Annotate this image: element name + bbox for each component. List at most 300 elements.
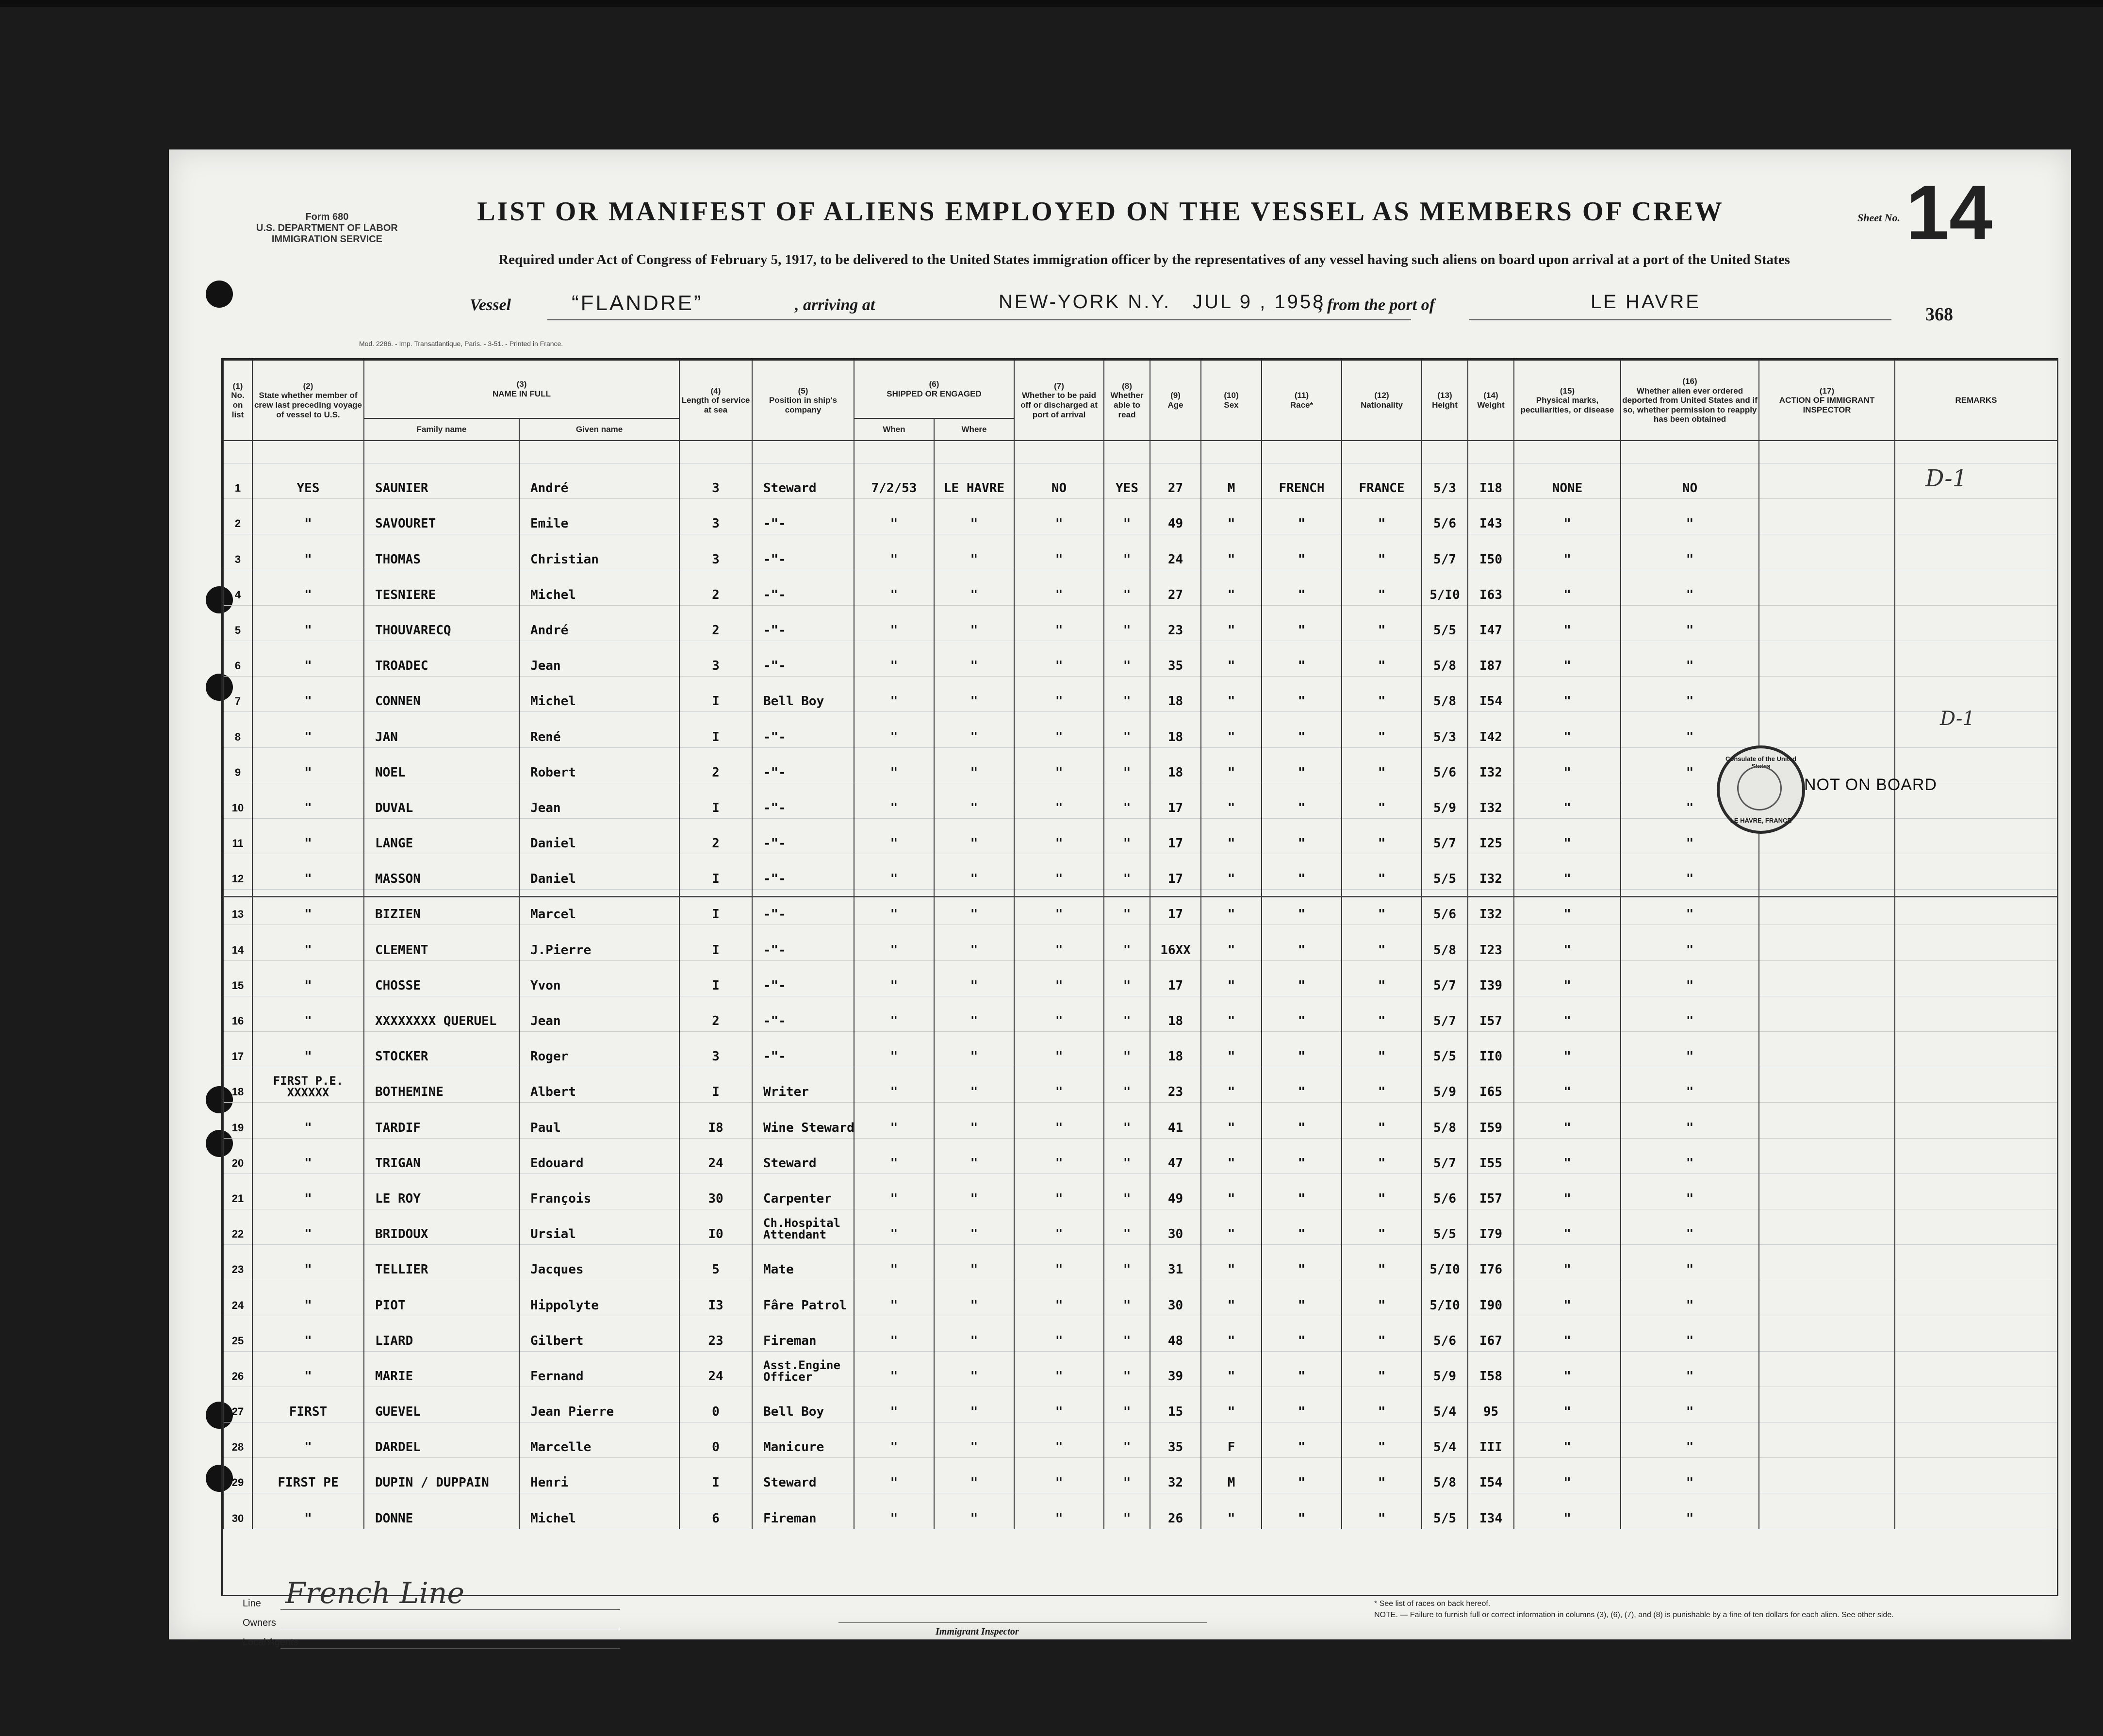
service-length-cell: I [679,783,752,818]
able-to-read-cell: " [1104,747,1150,783]
sex-cell: " [1201,499,1262,534]
service-length-cell: 0 [679,1387,752,1422]
position-cell: -"- [752,534,854,570]
row-number-cell: 22 [223,1209,252,1244]
height-cell: 5/6 [1422,1316,1468,1351]
able-to-read-cell: " [1104,1138,1150,1174]
able-to-read-cell: " [1104,1280,1150,1316]
family-name-cell: CHOSSE [364,960,519,996]
position-cell: -"- [752,641,854,676]
shipped-where-cell: " [934,1493,1014,1529]
weight-cell: I50 [1468,534,1514,570]
weight-cell: I23 [1468,925,1514,960]
age-cell: 15 [1150,1387,1201,1422]
table-row [223,925,2057,960]
physical-marks-cell: " [1514,534,1621,570]
last-voyage-cell: " [252,570,364,605]
remarks-cell [1895,854,2057,890]
weight-cell: I65 [1468,1067,1514,1103]
shipped-when-cell: " [854,1138,934,1174]
position-cell: Steward [752,463,854,499]
remarks-cell [1895,1422,2057,1458]
paid-off-cell: " [1014,712,1104,747]
sex-cell: " [1201,712,1262,747]
service-length-cell: I [679,712,752,747]
family-name-cell: DONNE [364,1493,519,1529]
family-name-cell: BRIDOUX [364,1209,519,1244]
sex-cell: " [1201,818,1262,854]
height-cell: 5/5 [1422,854,1468,890]
shipped-where-cell: " [934,1245,1014,1280]
row-number-cell: 17 [223,1032,252,1067]
physical-marks-cell: " [1514,605,1621,641]
table-row [223,1458,2057,1493]
nationality-cell: FRANCE [1342,463,1422,499]
arriving-port: NEW-YORK N.Y. [999,291,1171,313]
position-cell: Mate [752,1245,854,1280]
row-number-cell: 18 [223,1067,252,1103]
position-cell: -"- [752,499,854,534]
service-length-cell: I [679,960,752,996]
row-number-cell: 25 [223,1316,252,1351]
able-to-read-cell: " [1104,1493,1150,1529]
race-cell: " [1262,1316,1342,1351]
shipped-when-cell: " [854,1280,934,1316]
service-length-cell: 2 [679,818,752,854]
shipped-when-cell: " [854,641,934,676]
height-cell: 5/7 [1422,960,1468,996]
able-to-read-cell: " [1104,1422,1150,1458]
deported-cell: " [1621,1032,1759,1067]
row-number-cell: 29 [223,1458,252,1493]
nationality-cell: " [1342,1209,1422,1244]
family-name-cell: DUVAL [364,783,519,818]
position-cell: -"- [752,747,854,783]
row-number-cell: 23 [223,1245,252,1280]
weight-cell: I76 [1468,1245,1514,1280]
race-cell: " [1262,570,1342,605]
physical-marks-cell: " [1514,1422,1621,1458]
nationality-cell: " [1342,499,1422,534]
action-cell [1759,605,1895,641]
last-voyage-cell: " [252,1316,364,1351]
action-cell [1759,1209,1895,1244]
table-row [223,854,2057,890]
shipped-when-cell: " [854,1174,934,1209]
height-cell: 5/9 [1422,1351,1468,1387]
last-voyage-cell: " [252,641,364,676]
deported-cell: " [1621,1103,1759,1138]
action-cell [1759,677,1895,712]
race-cell: " [1262,747,1342,783]
sex-cell: " [1201,925,1262,960]
service-length-cell: 5 [679,1245,752,1280]
service-length-cell: 2 [679,747,752,783]
shipped-when-cell: " [854,1067,934,1103]
last-voyage-cell: " [252,712,364,747]
given-name-cell: René [519,712,679,747]
vessel-label: Vessel [470,296,511,314]
given-name-cell: Emile [519,499,679,534]
paid-off-cell: " [1014,1032,1104,1067]
physical-marks-cell: " [1514,712,1621,747]
service-length-cell: 3 [679,534,752,570]
service-length-cell: I8 [679,1103,752,1138]
able-to-read-cell: " [1104,570,1150,605]
family-name-cell: JAN [364,712,519,747]
given-name-cell: Michel [519,570,679,605]
nationality-cell: " [1342,1493,1422,1529]
shipped-where-cell: " [934,925,1014,960]
age-cell: 26 [1150,1493,1201,1529]
weight-cell: 95 [1468,1387,1514,1422]
service-length-cell: 3 [679,499,752,534]
last-voyage-cell: FIRST PE [252,1458,364,1493]
last-voyage-cell: " [252,1422,364,1458]
height-cell: 5/4 [1422,1387,1468,1422]
given-name-cell: Gilbert [519,1316,679,1351]
able-to-read-cell: " [1104,890,1150,925]
height-cell: 5/7 [1422,1138,1468,1174]
position-cell: Writer [752,1067,854,1103]
position-cell: Carpenter [752,1174,854,1209]
position-cell: -"- [752,925,854,960]
service-length-cell: 3 [679,641,752,676]
physical-marks-cell: " [1514,1103,1621,1138]
nationality-cell: " [1342,747,1422,783]
shipped-when-cell: " [854,818,934,854]
action-cell [1759,570,1895,605]
remarks-cell [1895,499,2057,534]
height-cell: 5/I0 [1422,1280,1468,1316]
shipped-where-cell: " [934,1067,1014,1103]
from-port: LE HAVRE [1591,291,1701,313]
row-number-cell: 21 [223,1174,252,1209]
service-length-cell: 0 [679,1422,752,1458]
height-cell: 5/8 [1422,641,1468,676]
shipped-where-cell: " [934,1458,1014,1493]
nationality-cell: " [1342,1458,1422,1493]
able-to-read-cell: " [1104,712,1150,747]
weight-cell: II0 [1468,1032,1514,1067]
paid-off-cell: " [1014,890,1104,925]
col-physical-header: (15) Physical marks, peculiarities, or disease [1514,360,1621,441]
race-cell: " [1262,1067,1342,1103]
table-row [223,605,2057,641]
page-code: 368 [1925,304,1953,325]
shipped-when-cell: 7/2/53 [854,463,934,499]
position-cell: Fireman [752,1316,854,1351]
sex-cell: " [1201,747,1262,783]
position-cell: Fâre Patrol [752,1280,854,1316]
race-cell: " [1262,854,1342,890]
deported-cell: " [1621,1138,1759,1174]
col-age-header: (9) Age [1150,360,1201,441]
remarks-cell [1895,1174,2057,1209]
race-cell: FRENCH [1262,463,1342,499]
paid-off-cell: " [1014,1280,1104,1316]
race-cell: " [1262,1103,1342,1138]
table-row [223,463,2057,499]
given-name-cell: François [519,1174,679,1209]
age-cell: 41 [1150,1103,1201,1138]
sex-cell: " [1201,890,1262,925]
physical-marks-cell: " [1514,1493,1621,1529]
table-row [223,1245,2057,1280]
crew-manifest-table [221,358,2058,1596]
deported-cell: " [1621,960,1759,996]
arrival-date: JUL 9 , 1958 [1193,291,1326,313]
age-cell: 39 [1150,1351,1201,1387]
height-cell: 5/I0 [1422,570,1468,605]
physical-marks-cell: " [1514,1458,1621,1493]
given-name-cell: Daniel [519,818,679,854]
printer-line: Mod. 2286. - Imp. Transatlantique, Paris. - 3-51. - Printed in France. [359,340,563,347]
weight-cell: I34 [1468,1493,1514,1529]
shipped-where-cell: " [934,677,1014,712]
paid-off-cell: " [1014,499,1104,534]
height-cell: 5/8 [1422,1103,1468,1138]
remarks-cell [1895,1032,2057,1067]
remarks-cell [1895,534,2057,570]
table-row [223,890,2057,925]
sex-cell: " [1201,783,1262,818]
physical-marks-cell: " [1514,1245,1621,1280]
given-name-cell: Michel [519,1493,679,1529]
physical-marks-cell: NONE [1514,463,1621,499]
nationality-cell: " [1342,890,1422,925]
given-name-cell: Robert [519,747,679,783]
col-family-name-header: Family name [364,418,519,441]
shipped-when-cell: " [854,570,934,605]
table-row [223,1387,2057,1422]
col-where-header: Where [934,418,1014,441]
action-cell [1759,1493,1895,1529]
able-to-read-cell: " [1104,1174,1150,1209]
col-read-header: (8) Whether able to read [1104,360,1150,441]
shipped-where-cell: " [934,605,1014,641]
able-to-read-cell: " [1104,1032,1150,1067]
col-no-header: (1) No. on list [223,360,252,441]
physical-marks-cell: " [1514,1351,1621,1387]
table-row [223,960,2057,996]
nationality-cell: " [1342,1387,1422,1422]
col-given-name-header: Given name [519,418,679,441]
deported-cell: " [1621,1493,1759,1529]
shipped-when-cell: " [854,534,934,570]
shipped-where-cell: " [934,783,1014,818]
row-number-cell: 26 [223,1351,252,1387]
action-cell [1759,1138,1895,1174]
deported-cell: " [1621,677,1759,712]
remarks-cell [1895,1493,2057,1529]
weight-cell: I18 [1468,463,1514,499]
physical-marks-cell: " [1514,641,1621,676]
shipped-where-cell: " [934,1351,1014,1387]
position-cell: -"- [752,960,854,996]
paid-off-cell: " [1014,747,1104,783]
physical-marks-cell: " [1514,499,1621,534]
able-to-read-cell: " [1104,1209,1150,1244]
paid-off-cell: " [1014,1351,1104,1387]
age-cell: 18 [1150,677,1201,712]
able-to-read-cell: " [1104,1458,1150,1493]
deported-cell: " [1621,1458,1759,1493]
shipped-where-cell: " [934,499,1014,534]
service-length-cell: I [679,890,752,925]
last-voyage-cell: " [252,783,364,818]
service-length-cell: 6 [679,1493,752,1529]
action-cell [1759,996,1895,1031]
remarks-cell [1895,605,2057,641]
able-to-read-cell: " [1104,677,1150,712]
family-name-cell: LIARD [364,1316,519,1351]
race-cell: " [1262,1458,1342,1493]
last-voyage-cell: " [252,605,364,641]
position-cell: Bell Boy [752,1387,854,1422]
table-row [223,1103,2057,1138]
able-to-read-cell: YES [1104,463,1150,499]
form-number: Form 680 [305,212,349,222]
service-length-cell: I [679,677,752,712]
weight-cell: I90 [1468,1280,1514,1316]
given-name-cell: Fernand [519,1351,679,1387]
sex-cell: " [1201,1316,1262,1351]
family-name-cell: TARDIF [364,1103,519,1138]
last-voyage-cell: FIRST P.E. XXXXXX [252,1067,364,1103]
paid-off-cell: " [1014,1174,1104,1209]
nationality-cell: " [1342,1174,1422,1209]
table-row [223,996,2057,1031]
given-name-cell: Paul [519,1103,679,1138]
height-cell: 5/6 [1422,1174,1468,1209]
race-cell: " [1262,1280,1342,1316]
table-row [223,712,2057,747]
position-cell: -"- [752,1032,854,1067]
last-voyage-cell: " [252,1209,364,1244]
given-name-cell: Hippolyte [519,1280,679,1316]
last-voyage-cell: " [252,1103,364,1138]
position-cell: Manicure [752,1422,854,1458]
service-length-cell: I [679,1458,752,1493]
last-voyage-cell: " [252,534,364,570]
sex-cell: " [1201,1209,1262,1244]
weight-cell: I54 [1468,677,1514,712]
service-length-cell: I [679,1067,752,1103]
family-name-cell: STOCKER [364,1032,519,1067]
shipped-where-cell: " [934,1103,1014,1138]
line-value: French Line [285,1576,464,1610]
height-cell: 5/6 [1422,890,1468,925]
row-number-cell: 1 [223,463,252,499]
family-name-cell: DARDEL [364,1422,519,1458]
table-row [223,534,2057,570]
height-cell: 5/9 [1422,1067,1468,1103]
able-to-read-cell: " [1104,1351,1150,1387]
age-cell: 24 [1150,534,1201,570]
shipped-where-cell: " [934,1209,1014,1244]
action-cell [1759,1387,1895,1422]
table-row [223,1280,2057,1316]
given-name-cell: Christian [519,534,679,570]
nationality-cell: " [1342,854,1422,890]
department-name: U.S. DEPARTMENT OF LABOR [256,223,398,233]
nationality-cell: " [1342,1067,1422,1103]
given-name-cell: Edouard [519,1138,679,1174]
nationality-cell: " [1342,570,1422,605]
age-cell: 47 [1150,1138,1201,1174]
height-cell: 5/7 [1422,818,1468,854]
age-cell: 17 [1150,818,1201,854]
col-remarks-header: REMARKS [1895,360,2057,441]
height-cell: 5/6 [1422,747,1468,783]
given-name-cell: Albert [519,1067,679,1103]
race-cell: " [1262,818,1342,854]
given-name-cell: Roger [519,1032,679,1067]
weight-cell: I59 [1468,1103,1514,1138]
shipped-when-cell: " [854,1316,934,1351]
sex-cell: M [1201,1458,1262,1493]
shipped-when-cell: " [854,1458,934,1493]
height-cell: 5/9 [1422,783,1468,818]
sex-cell: " [1201,1351,1262,1387]
family-name-cell: PIOT [364,1280,519,1316]
service-length-cell: 2 [679,996,752,1031]
shipped-when-cell: " [854,854,934,890]
given-name-cell: Michel [519,677,679,712]
col-when-header: When [854,418,934,441]
family-name-cell: SAUNIER [364,463,519,499]
row-number-cell: 5 [223,605,252,641]
nationality-cell: " [1342,1245,1422,1280]
shipped-when-cell: " [854,1351,934,1387]
remark-mark-2: D-1 [1940,708,1975,730]
nationality-cell: " [1342,605,1422,641]
paid-off-cell: " [1014,534,1104,570]
page-subtitle: Required under Act of Congress of February 5, 1917, to be delivered to the United States immigration officer by the representatives of any vessel having such aliens on board upon arrival at a port of the United States [498,252,1790,267]
age-cell: 18 [1150,1032,1201,1067]
able-to-read-cell: " [1104,1316,1150,1351]
family-name-cell: CLEMENT [364,925,519,960]
col-nationality-header: (12) Nationality [1342,360,1422,441]
weight-cell: I42 [1468,712,1514,747]
height-cell: 5/7 [1422,996,1468,1031]
race-cell: " [1262,783,1342,818]
physical-marks-cell: " [1514,925,1621,960]
given-name-cell: Henri [519,1458,679,1493]
weight-cell: I47 [1468,605,1514,641]
shipped-where-cell: " [934,818,1014,854]
row-number-cell: 10 [223,783,252,818]
shipped-when-cell: " [854,1209,934,1244]
shipped-where-cell: " [934,641,1014,676]
deported-cell: " [1621,783,1759,818]
nationality-cell: " [1342,818,1422,854]
shipped-where-cell: " [934,1138,1014,1174]
weight-cell: I79 [1468,1209,1514,1244]
paid-off-cell: NO [1014,463,1104,499]
physical-marks-cell: " [1514,854,1621,890]
shipped-where-cell: " [934,534,1014,570]
sex-cell: " [1201,1245,1262,1280]
able-to-read-cell: " [1104,499,1150,534]
age-cell: 16XX [1150,925,1201,960]
able-to-read-cell: " [1104,534,1150,570]
shipped-where-cell: " [934,996,1014,1031]
able-to-read-cell: " [1104,854,1150,890]
position-cell: Wine Steward [752,1103,854,1138]
able-to-read-cell: " [1104,783,1150,818]
